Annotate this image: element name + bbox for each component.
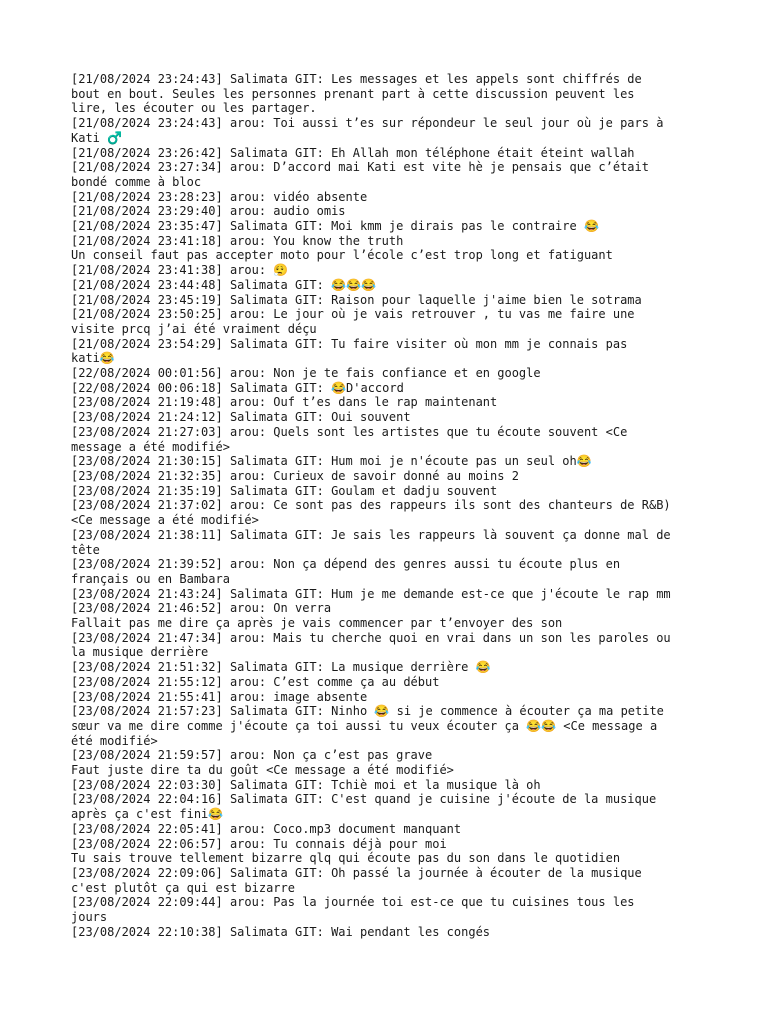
transcript-line: [23/08/2024 22:05:41] arou: Coco.mp3 document manquant xyxy=(71,821,462,836)
transcript-line: Tu sais trouve tellement bizarre qlq qui écoute pas du son dans le quotidien xyxy=(71,851,621,866)
transcript-line: [21/08/2024 23:26:42] Salimata GIT: Eh Allah mon téléphone était éteint wallah xyxy=(71,145,635,160)
transcript-line: après ça c'est fini😂 xyxy=(71,807,224,822)
transcript-line: [23/08/2024 21:37:02] arou: Ce sont pas des rappeurs ils sont des chanteurs de R&B) xyxy=(71,498,671,513)
transcript-line: jours xyxy=(71,910,108,925)
transcript-line: [23/08/2024 22:09:44] arou: Pas la journée toi est-ce que tu cuisines tous les xyxy=(71,895,635,910)
transcript-line: visite prcq j’ai été vraiment déçu xyxy=(71,321,317,336)
transcript-line: [21/08/2024 23:29:40] arou: audio omis xyxy=(71,204,346,219)
transcript-line: [21/08/2024 23:35:47] Salimata GIT: Moi kmm je dirais pas le contraire 😂 xyxy=(71,219,599,234)
transcript-line: [21/08/2024 23:41:38] arou: 😮‍💨 xyxy=(71,263,289,278)
transcript-line: été modifié> xyxy=(71,733,158,748)
transcript-line: [21/08/2024 23:54:29] Salimata GIT: Tu faire visiter où mon mm je connais pas xyxy=(71,336,628,351)
transcript-line: [23/08/2024 21:24:12] Salimata GIT: Oui souvent xyxy=(71,410,411,425)
transcript-line: kati😂 xyxy=(71,351,115,366)
transcript-line: [23/08/2024 22:04:16] Salimata GIT: C'est quand je cuisine j'écoute de la musique xyxy=(71,792,657,807)
transcript-line: <Ce message a été modifié> xyxy=(71,513,259,528)
transcript-line: Kati ♂️ xyxy=(71,130,123,145)
transcript-line: [21/08/2024 23:41:18] arou: You know the truth xyxy=(71,233,404,248)
transcript-line: tête xyxy=(71,542,100,557)
transcript-line: [23/08/2024 21:27:03] arou: Quels sont les artistes que tu écoute souvent <Ce xyxy=(71,424,628,439)
transcript-line: lire, les écouter ou les partager. xyxy=(71,101,317,116)
transcript-line: [23/08/2024 21:57:23] Salimata GIT: Ninho 😂 si je commence à écouter ça ma petite xyxy=(71,704,664,719)
transcript-line: la musique derrière xyxy=(71,645,209,660)
transcript-line: [21/08/2024 23:50:25] arou: Le jour où je vais retrouver , tu vas me faire une xyxy=(71,307,635,322)
transcript-line: [23/08/2024 21:30:15] Salimata GIT: Hum moi je n'écoute pas un seul oh😂 xyxy=(71,454,592,469)
transcript-line: [21/08/2024 23:24:43] Salimata GIT: Les messages et les appels sont chiffrés de xyxy=(71,72,642,86)
transcript-line: Fallait pas me dire ça après je vais commencer par t’envoyer des son xyxy=(71,616,563,631)
transcript-line: [21/08/2024 23:44:48] Salimata GIT: 😂😂😂 xyxy=(71,277,376,292)
transcript-line: message a été modifié> xyxy=(71,439,230,454)
transcript-line: [23/08/2024 22:10:38] Salimata GIT: Wai pendant les congés xyxy=(71,924,491,939)
transcript-line: [23/08/2024 21:35:19] Salimata GIT: Goulam et dadju souvent xyxy=(71,483,498,498)
transcript-line: [23/08/2024 22:09:06] Salimata GIT: Oh passé la journée à écouter de la musique xyxy=(71,865,642,880)
transcript-line: Un conseil faut pas accepter moto pour l’école c’est trop long et fatiguant xyxy=(71,248,613,263)
transcript-line: [21/08/2024 23:45:19] Salimata GIT: Raison pour laquelle j'aime bien le sotrama xyxy=(71,292,642,307)
transcript-line: [23/08/2024 21:38:11] Salimata GIT: Je sais les rappeurs là souvent ça donne mal de xyxy=(71,527,671,542)
transcript-line: [23/08/2024 21:59:57] arou: Non ça c’est pas grave xyxy=(71,748,433,763)
transcript-line: [21/08/2024 23:27:34] arou: D’accord mai Kati est vite hè je pensais que c’était xyxy=(71,160,649,175)
transcript-line: [21/08/2024 23:28:23] arou: vidéo absente xyxy=(71,189,368,204)
transcript-line: [22/08/2024 00:01:56] arou: Non je te fais confiance et en google xyxy=(71,366,541,381)
transcript-line: [23/08/2024 22:06:57] arou: Tu connais déjà pour moi xyxy=(71,836,447,851)
transcript-line: bondé comme à bloc xyxy=(71,174,202,189)
chat-transcript xyxy=(71,72,701,939)
transcript-line: c'est plutôt ça qui est bizarre xyxy=(71,880,295,895)
transcript-line: [23/08/2024 21:19:48] arou: Ouf t’es dans le rap maintenant xyxy=(71,395,498,410)
transcript-line: français ou en Bambara xyxy=(71,571,230,586)
transcript-line: [23/08/2024 21:39:52] arou: Non ça dépend des genres aussi tu écoute plus en xyxy=(71,557,621,572)
transcript-line: [23/08/2024 21:43:24] Salimata GIT: Hum je me demande est-ce que j'écoute le rap mm xyxy=(71,586,671,601)
transcript-line: [23/08/2024 21:32:35] arou: Curieux de savoir donné au moins 2 xyxy=(71,468,519,483)
transcript-line: [23/08/2024 21:51:32] Salimata GIT: La musique derrière 😂 xyxy=(71,660,491,675)
transcript-line: bout en bout. Seules les personnes prenant part à cette discussion peuvent les xyxy=(71,86,635,101)
transcript-line: Faut juste dire ta du goût <Ce message a été modifié> xyxy=(71,763,454,778)
transcript-line: [23/08/2024 22:03:30] Salimata GIT: Tchiè moi et la musique là oh xyxy=(71,777,541,792)
transcript-line: [21/08/2024 23:24:43] arou: Toi aussi t’es sur répondeur le seul jour où je pars à xyxy=(71,116,664,131)
transcript-line: [23/08/2024 21:47:34] arou: Mais tu cherche quoi en vrai dans un son les paroles ou xyxy=(71,630,671,645)
transcript-line: [22/08/2024 00:06:18] Salimata GIT: 😂D'accord xyxy=(71,380,404,395)
transcript-line: sœur va me dire comme j'écoute ça toi aussi tu veux écouter ça 😂😂 <Ce message a xyxy=(71,718,658,733)
transcript-line: [23/08/2024 21:55:12] arou: C’est comme ça au début xyxy=(71,674,440,689)
transcript-line: [23/08/2024 21:55:41] arou: image absente xyxy=(71,689,368,704)
transcript-line: [23/08/2024 21:46:52] arou: On verra xyxy=(71,601,332,616)
